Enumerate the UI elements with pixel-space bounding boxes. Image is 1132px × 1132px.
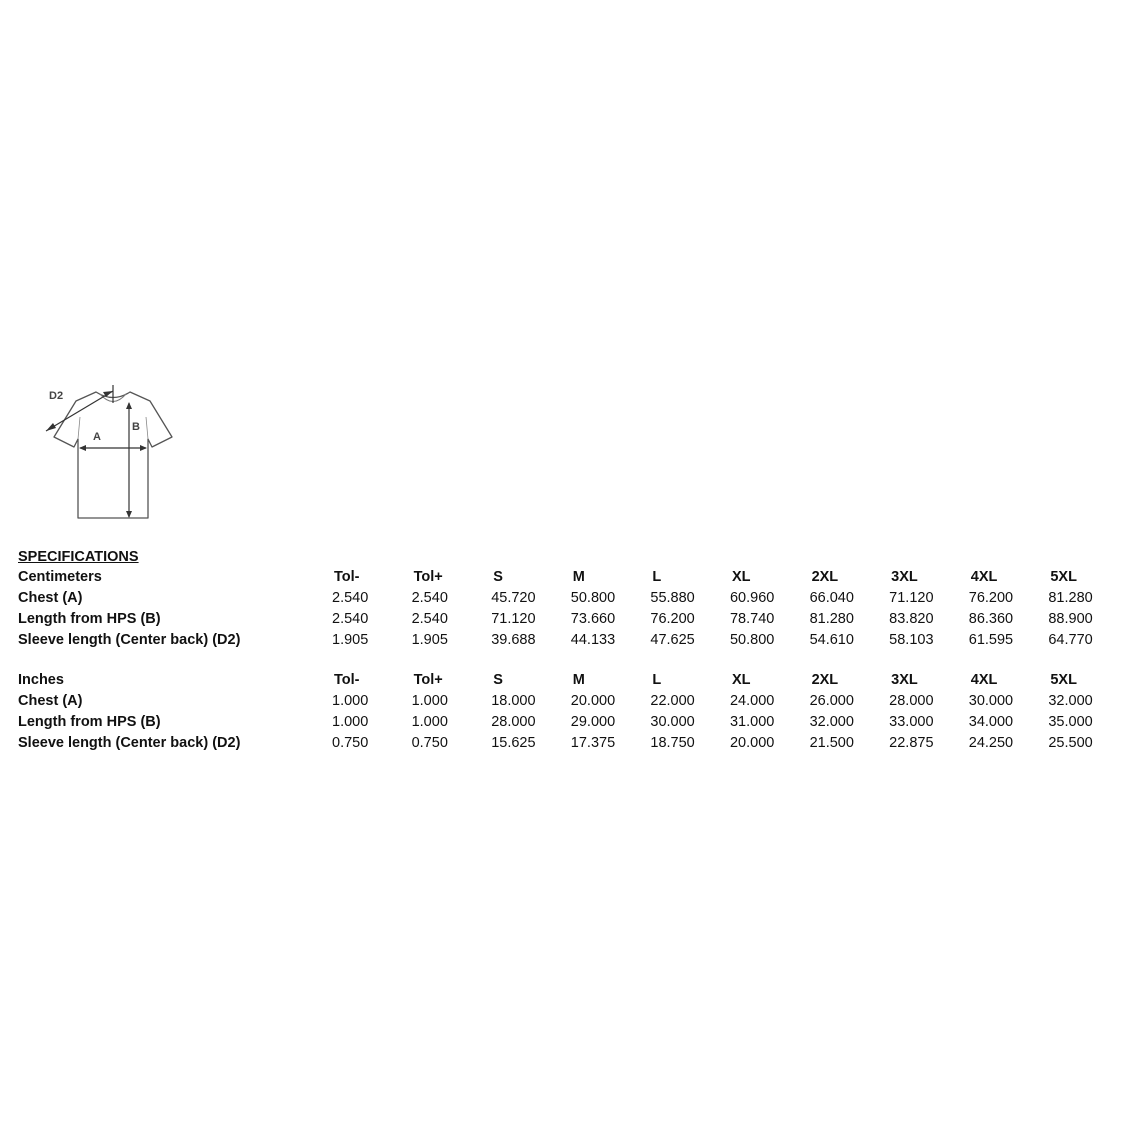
row-label: Chest (A) bbox=[18, 693, 83, 709]
table-cell: 28.000 bbox=[491, 714, 536, 730]
table-cell: 0.750 bbox=[411, 735, 448, 751]
column-header: 5XL bbox=[1050, 569, 1077, 585]
column-header: S bbox=[493, 672, 503, 688]
table-cell: 1.000 bbox=[332, 714, 369, 730]
column-header: XL bbox=[731, 569, 751, 585]
row-label: Length from HPS (B) bbox=[18, 714, 161, 730]
table-row bbox=[18, 609, 1128, 630]
column-header: 2XL bbox=[811, 672, 839, 688]
table-cell: 44.133 bbox=[570, 632, 616, 648]
table-cell: 55.880 bbox=[650, 590, 695, 606]
table-cell: 81.280 bbox=[809, 611, 854, 627]
table-cell: 71.120 bbox=[889, 590, 934, 606]
table-cell: 35.000 bbox=[1048, 714, 1093, 730]
table-cell: 26.000 bbox=[809, 693, 854, 709]
table-cell: 61.595 bbox=[968, 632, 1014, 648]
table-cell: 31.000 bbox=[729, 714, 775, 730]
spec-table bbox=[18, 567, 1128, 754]
table-cell: 1.000 bbox=[332, 693, 369, 709]
table-cell: 33.000 bbox=[889, 714, 934, 730]
diagram-label-d2: D2 bbox=[49, 390, 64, 402]
table-row bbox=[18, 712, 1128, 733]
table-cell: 58.103 bbox=[889, 632, 934, 648]
column-header: 5XL bbox=[1050, 672, 1077, 688]
column-header: S bbox=[493, 569, 503, 585]
tshirt-measurement-diagram bbox=[36, 365, 186, 530]
table-row bbox=[18, 630, 1128, 651]
table-cell: 30.000 bbox=[650, 714, 695, 730]
table-cell: 83.820 bbox=[889, 611, 934, 627]
table-cell: 88.900 bbox=[1048, 611, 1093, 627]
table-cell: 76.200 bbox=[968, 590, 1014, 606]
table-cell: 0.750 bbox=[332, 735, 369, 751]
table-cell: 28.000 bbox=[889, 693, 934, 709]
row-label: Length from HPS (B) bbox=[18, 611, 161, 627]
table-cell: 81.280 bbox=[1048, 590, 1093, 606]
table-cell: 50.800 bbox=[729, 632, 775, 648]
table-cell: 30.000 bbox=[968, 693, 1014, 709]
table-cell: 78.740 bbox=[729, 611, 775, 627]
table-cell: 1.905 bbox=[332, 632, 369, 648]
table-cell: 2.540 bbox=[411, 611, 448, 627]
centimeters-table bbox=[18, 567, 1128, 651]
table-cell: 1.000 bbox=[411, 714, 448, 730]
table-cell: 22.000 bbox=[650, 693, 695, 709]
table-cell: 60.960 bbox=[729, 590, 775, 606]
table-cell: 71.120 bbox=[491, 611, 536, 627]
table-cell: 39.688 bbox=[491, 632, 536, 648]
table-cell: 1.905 bbox=[411, 632, 448, 648]
table-cell: 25.500 bbox=[1048, 735, 1093, 751]
diagram-label-b: B bbox=[132, 421, 140, 433]
table-cell: 45.720 bbox=[491, 590, 536, 606]
inches-table bbox=[18, 670, 1128, 754]
column-header: XL bbox=[731, 672, 751, 688]
table-cell: 2.540 bbox=[411, 590, 448, 606]
centimeters-unit-label: Centimeters bbox=[18, 569, 102, 585]
table-row bbox=[18, 733, 1128, 754]
table-row bbox=[18, 691, 1128, 712]
table-cell: 18.000 bbox=[491, 693, 536, 709]
centimeters-header-row bbox=[18, 567, 1128, 588]
table-cell: 2.540 bbox=[332, 611, 369, 627]
table-cell: 66.040 bbox=[809, 590, 854, 606]
table-cell: 32.000 bbox=[809, 714, 854, 730]
table-cell: 2.540 bbox=[332, 590, 369, 606]
table-cell: 22.875 bbox=[889, 735, 934, 751]
table-spacer bbox=[18, 651, 1128, 670]
column-header: 4XL bbox=[970, 569, 998, 585]
table-cell: 1.000 bbox=[411, 693, 448, 709]
column-header: Tol+ bbox=[413, 672, 443, 688]
table-cell: 20.000 bbox=[729, 735, 775, 751]
table-row bbox=[18, 588, 1128, 609]
column-header: M bbox=[572, 569, 585, 585]
column-header: Tol- bbox=[334, 672, 360, 688]
tshirt-outline-svg bbox=[36, 365, 186, 530]
table-cell: 47.625 bbox=[650, 632, 695, 648]
tshirt-outline bbox=[54, 392, 172, 518]
table-cell: 76.200 bbox=[650, 611, 695, 627]
table-cell: 34.000 bbox=[968, 714, 1014, 730]
table-cell: 54.610 bbox=[809, 632, 854, 648]
table-cell: 24.250 bbox=[968, 735, 1014, 751]
table-cell: 50.800 bbox=[570, 590, 616, 606]
row-label: Sleeve length (Center back) (D2) bbox=[18, 632, 241, 648]
row-label: Sleeve length (Center back) (D2) bbox=[18, 735, 241, 751]
table-cell: 18.750 bbox=[650, 735, 695, 751]
column-header: L bbox=[652, 569, 662, 585]
specifications-section bbox=[18, 547, 1118, 754]
column-header: L bbox=[652, 672, 662, 688]
table-cell: 15.625 bbox=[491, 735, 536, 751]
row-label: Chest (A) bbox=[18, 590, 83, 606]
column-header: Tol- bbox=[334, 569, 360, 585]
table-cell: 20.000 bbox=[570, 693, 616, 709]
inches-unit-label: Inches bbox=[18, 672, 64, 688]
table-cell: 64.770 bbox=[1048, 632, 1093, 648]
inches-header-row bbox=[18, 670, 1128, 691]
column-header: Tol+ bbox=[413, 569, 443, 585]
table-cell: 86.360 bbox=[968, 611, 1014, 627]
column-header: 2XL bbox=[811, 569, 839, 585]
column-header: 3XL bbox=[891, 569, 918, 585]
column-header: M bbox=[572, 672, 585, 688]
table-cell: 21.500 bbox=[809, 735, 854, 751]
column-header: 3XL bbox=[891, 672, 918, 688]
table-cell: 73.660 bbox=[570, 611, 616, 627]
table-cell: 32.000 bbox=[1048, 693, 1093, 709]
table-cell: 29.000 bbox=[570, 714, 616, 730]
table-cell: 24.000 bbox=[729, 693, 775, 709]
specifications-title: SPECIFICATIONS bbox=[18, 549, 139, 565]
column-header: 4XL bbox=[970, 672, 998, 688]
diagram-label-a: A bbox=[93, 431, 101, 443]
table-cell: 17.375 bbox=[570, 735, 616, 751]
